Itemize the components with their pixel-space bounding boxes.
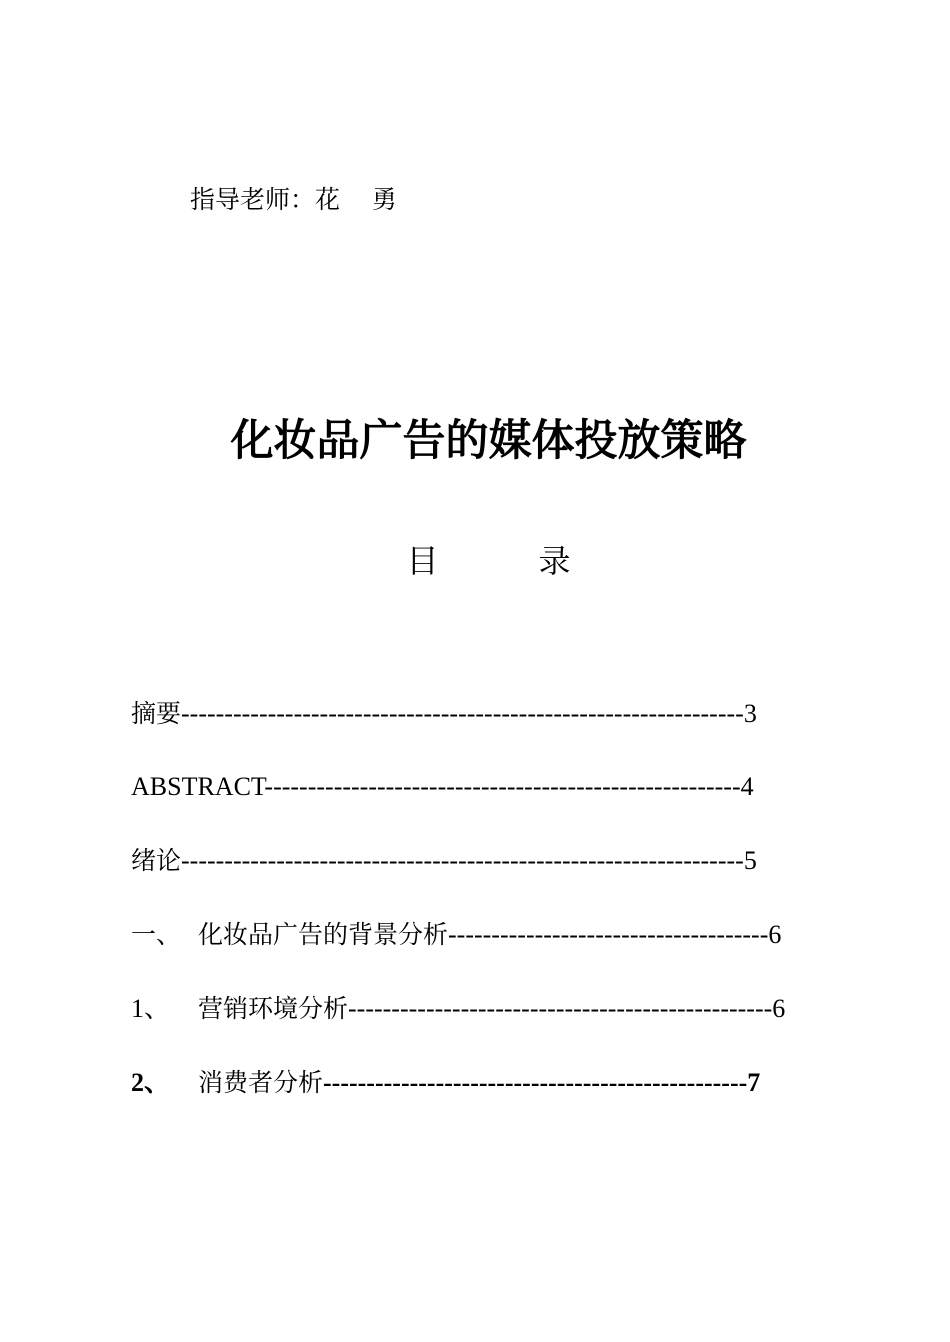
toc-entry-abstract-cn[interactable]	[131, 697, 757, 731]
toc-entry-label: 营销环境分析	[198, 994, 349, 1023]
toc-entry-label: 绪论	[131, 846, 182, 875]
toc-entry-leader: -----------------------------------------------------------------	[181, 846, 744, 875]
toc-entry-leader: -------------------------------------------------	[348, 994, 773, 1023]
toc-entry-leader: -----------------------------------------------------------------	[181, 699, 744, 728]
toc-entry-page: 3	[743, 699, 757, 728]
toc-heading-left: 目	[406, 542, 439, 580]
advisor-line: 指导老师：花 勇	[190, 185, 397, 214]
toc-entry-leader: -------------------------------------------------	[323, 1068, 748, 1097]
toc-entry-number: 一、	[131, 920, 182, 949]
toc-entry-leader: -------------------------------------	[448, 920, 769, 949]
toc-entry-label: 消费者分析	[198, 1068, 324, 1097]
toc-entry-chapter-1[interactable]	[131, 918, 781, 952]
toc-entry-leader: -------------------------------------------------------	[264, 772, 741, 801]
toc-entry-label: 化妆品广告的背景分析	[198, 920, 449, 949]
toc-entry-label: ABSTRACT	[131, 772, 265, 801]
toc-entry-page: 4	[740, 772, 754, 801]
toc-entry-introduction[interactable]	[131, 844, 757, 878]
toc-heading-right: 录	[538, 542, 571, 580]
toc-entry-page: 5	[743, 846, 757, 875]
toc-entry-page: 7	[747, 1068, 761, 1097]
toc-entry-label: 摘要	[131, 699, 182, 728]
toc-entry-number: 1、	[131, 994, 171, 1023]
toc-heading	[0, 540, 950, 582]
document-title: 化妆品广告的媒体投放策略	[230, 416, 747, 466]
toc-entry-page: 6	[768, 920, 782, 949]
toc-entry-number: 2、	[131, 1068, 171, 1097]
toc-entry-page: 6	[772, 994, 786, 1023]
toc-entry-section-1-1[interactable]	[131, 992, 785, 1026]
toc-entry-section-1-2[interactable]	[131, 1066, 760, 1100]
toc-entry-abstract-en[interactable]	[131, 770, 754, 804]
